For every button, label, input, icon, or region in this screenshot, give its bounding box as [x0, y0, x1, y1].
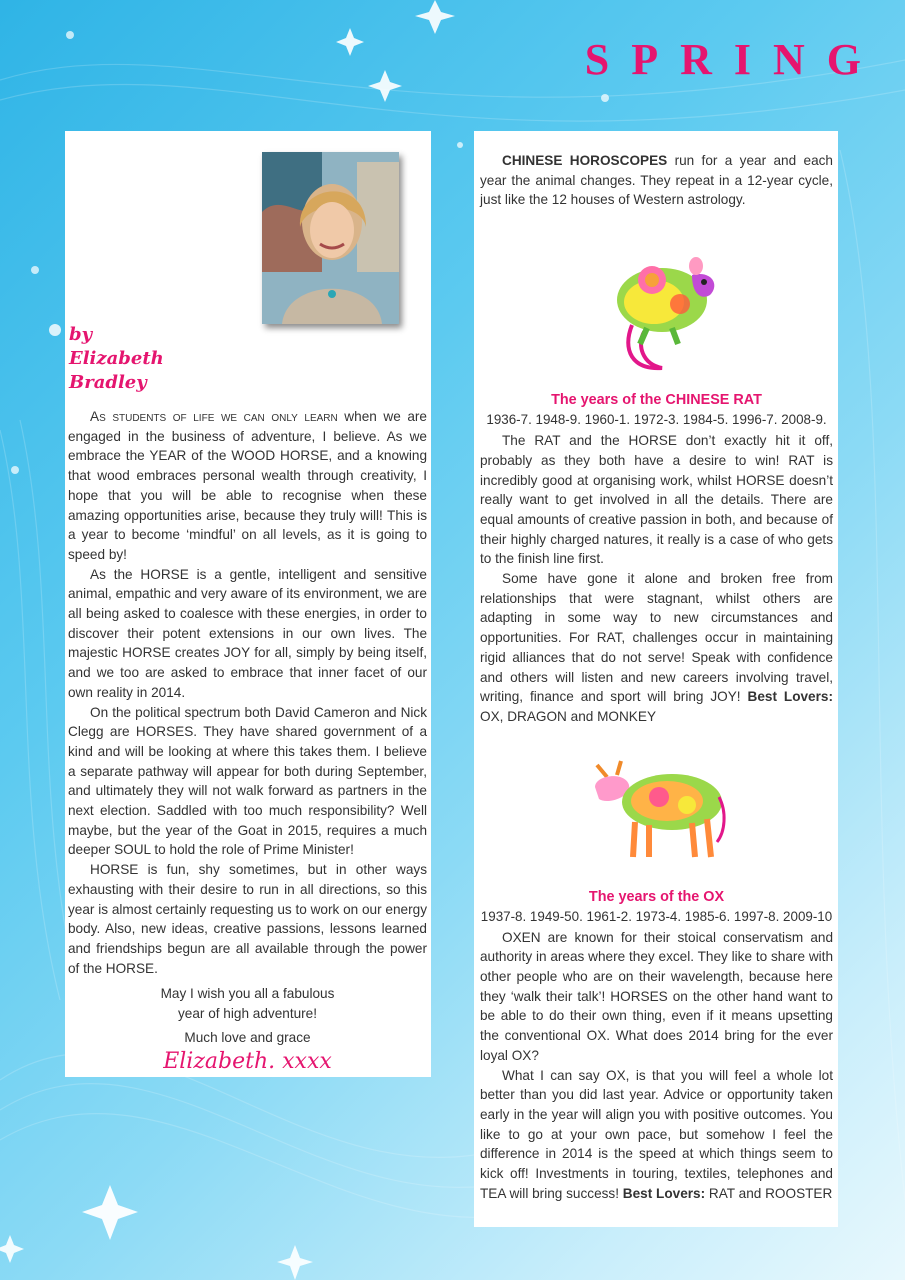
rat-body — [480, 431, 833, 727]
ox-icon — [587, 757, 727, 867]
closing-line: May I wish you all a fabulous — [160, 986, 335, 1002]
section-title: SPRING — [584, 35, 883, 84]
ox-years: 1937-8. 1949-50. 1961-2. 1973-4. 1985-6. 1997-8. 2009-10 — [480, 908, 833, 924]
intro-text: run for a year and each year the animal changes. They repeat in a 12-year cycle, just like the 12 houses of Western astrology. — [480, 153, 833, 208]
paragraph-text: What I can say OX, is that you will feel a whole lot better than you did last year. Advice or opportunity taken early in the year will align you with positive outcomes. You like to go at your own pace, but somehow I feel the difference in 2014 is the speed at which things seem to kick off! Investments in touring, textiles, telephones and TEA will bring success! — [480, 1067, 833, 1201]
rat-years: 1936-7. 1948-9. 1960-1. 1972-3. 1984-5. 1996-7. 2008-9. — [486, 412, 827, 428]
paragraph — [480, 1066, 833, 1204]
byline-first-name: Elizabeth — [69, 348, 164, 369]
rat-illustration — [592, 240, 722, 380]
best-lovers-label: Best Lovers: — [622, 1185, 706, 1201]
ox-body — [480, 928, 833, 1204]
paragraph: HORSE is fun, shy sometimes, but in other ways exhausting with their desire to run in all directions, so this year is almost certainly requesting us to work on our energy body. Also, new ideas, creative passions, lessons learned and friendships begun are all available through the power of the HORSE. — [68, 862, 427, 976]
byline — [69, 323, 164, 395]
byline-by: by — [69, 324, 93, 345]
closing-line: Much love and grace — [184, 1030, 311, 1046]
paragraph-text: Some have gone it alone and broken free from relationships that were stagnant, whilst others are adapting in some way to new circumstances and opportunities. For RAT, challenges occur in maintaining rigid alliances that do not serve! Speak with confidence and others will listen and new careers involving travel, writing, finance and sport will bring JOY! — [480, 571, 833, 705]
signature: Elizabeth. xxxx — [163, 1049, 332, 1075]
left-article-body — [68, 407, 427, 1075]
byline-last-name: Bradley — [69, 372, 147, 393]
paragraph — [480, 569, 833, 727]
ox-illustration — [587, 757, 727, 867]
paragraph: On the political spectrum both David Cameron and Nick Clegg are HORSES. They have shared government of a kind and will be looking at where this takes them. I believe a separate pathway will appear for both during September, and ultimately they will not walk forward as partners in the next election. Saddled with too much responsibility? Well maybe, but the year of the Goat in 2015, requires a much deeper SOUL to hold the role of Prime Minister! — [68, 704, 427, 858]
rat-icon — [592, 240, 722, 380]
paragraph: OXEN are known for their stoical conservatism and authority in areas where they excel. They like to share with other people who are on their wavelength, because here they ‘walk their talk’! HORSES on the other hand want to be able to do their own thing, even if it means upsetting the conventional OX. What does 2014 bring for the ever loyal OX? — [480, 929, 833, 1063]
intro-smallcaps: As students of life we can only learn — [90, 409, 338, 424]
closing-line: year of high adventure! — [177, 1006, 318, 1022]
right-article-panel — [474, 131, 838, 1227]
paragraph-text: when we are engaged in the business of adventure, I believe. As we embrace the YEAR of the WOOD HORSE, and a knowing that wood embraces personal wealth through creativity, I hope that you will be able to recognise when these amazing opportunities arise, because they truly will! This is a year to become ‘mindful’ on all levels, as it is going to speed by! — [68, 409, 427, 562]
rat-heading: The years of the CHINESE RAT — [551, 392, 762, 409]
best-lovers-value: RAT and ROOSTER — [705, 1185, 833, 1201]
author-portrait-image — [262, 152, 399, 324]
paragraph — [68, 407, 427, 565]
best-lovers-label: Best Lovers: — [747, 689, 833, 705]
left-article-panel — [65, 131, 431, 1077]
best-lovers-value: OX, DRAGON and MONKEY — [480, 708, 657, 724]
ox-heading: The years of the OX — [588, 888, 725, 905]
paragraph: As the HORSE is a gentle, intelligent and sensitive animal, empathic and very aware of its environment, we are all being asked to coalesce with these energies, in order to discover their potent extensions in our own lives. The majestic HORSE creates JOY for all, simply by being itself, and we too are asked to embrace that inner facet of our own reality in 2014. — [68, 566, 427, 700]
closing-block — [68, 984, 427, 1075]
author-photo — [262, 152, 399, 324]
intro-paragraph — [480, 151, 833, 210]
intro-bold: CHINESE HOROSCOPES — [502, 153, 668, 168]
paragraph: The RAT and the HORSE don’t exactly hit it off, probably as they both have a desire to win! RAT is incredibly good at organising work, whilst HORSE doesn’t really want to get involved in all the details. There are equal amounts of creative passion in both, and because of their highly charged natures, it really is a case of who gets to the finish line first. — [480, 433, 833, 567]
